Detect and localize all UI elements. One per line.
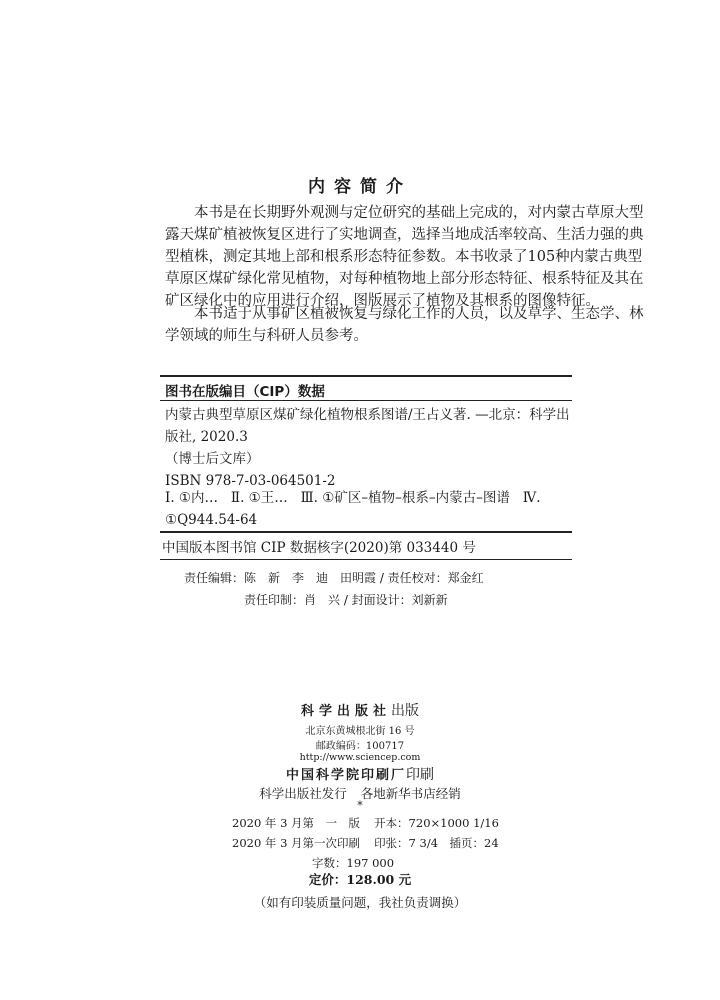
word-count: 字数：197 000 — [312, 856, 395, 870]
cip-heading: 图书在版编目（CIP）数据 — [165, 384, 325, 400]
printer-logo: 中国科学院印刷厂 — [285, 768, 406, 783]
edition: 2020 年 3 月第 一 版 — [232, 816, 361, 830]
credits-editors: 责任编辑：陈 新 李 迪 田明霞 / 责任校对：郑金红 — [184, 571, 484, 585]
summary-paragraph-2 — [165, 303, 644, 347]
summary-line: 学领域的师生与科研人员参考。 — [165, 328, 368, 344]
separator-star: * — [357, 799, 363, 812]
publisher-website: http://www.sciencep.com — [299, 752, 421, 763]
printing-row — [232, 833, 499, 853]
seller: 各地新华书店经销 — [360, 786, 461, 801]
distributor: 科学出版社发行 — [259, 786, 347, 801]
credits — [184, 567, 484, 611]
edition-details — [232, 813, 499, 873]
printer-line — [0, 764, 720, 784]
publisher-logo: 科学出版社 — [300, 704, 391, 719]
cip-number-rule — [160, 559, 572, 560]
summary-line: 本书适于从事矿区植被恢复与绿化工作的人员，以及草学、生态学、林 — [194, 306, 644, 322]
publisher-suffix: 出版 — [391, 703, 419, 719]
publisher-address: 北京东黄城根北街 16 号 — [305, 726, 415, 737]
cip-class-line: ①Q944.54-64 — [165, 512, 258, 528]
cip-line: 内蒙古典型草原区煤矿绿化植物根系图谱/王占义著. —北京：科学出 — [165, 407, 570, 423]
summary-title: 内容简介 — [308, 177, 412, 197]
cip-number: 中国版本图书馆 CIP 数据核字(2020)第 033440 号 — [162, 540, 476, 556]
quality-notice: （如有印装质量问题，我社负责调换） — [253, 895, 467, 910]
summary-line: 本书是在长期野外观测与定位研究的基础上完成的，对内蒙古草原大型 — [194, 205, 644, 221]
price: 定价：128.00 元 — [308, 872, 412, 887]
printer-suffix: 印刷 — [406, 767, 434, 783]
cip-line: ISBN 978-7-03-064501-2 — [165, 473, 336, 489]
cip-line: 版社, 2020.3 — [165, 429, 248, 445]
credits-printing: 责任印制：肖 兴 / 封面设计：刘新新 — [244, 593, 448, 607]
summary-line: 草原区煤矿绿化常见植物，对每种植物地上部分形态特征、根系特征及其在 — [165, 271, 644, 287]
printing: 2020 年 3 月第一次印刷 — [232, 836, 361, 850]
cip-heading-rule — [160, 400, 572, 401]
publisher-line — [0, 700, 720, 720]
publisher-postcode: 邮政编码：100717 — [315, 741, 405, 752]
cip-classification — [165, 487, 540, 531]
cip-top-rule — [160, 375, 572, 377]
edition-row — [232, 813, 499, 833]
cip-bottom-rule — [160, 531, 572, 533]
summary-line: 露天煤矿植被恢复区进行了实地调查，选择当地成活率较高、生活力强的典 — [165, 227, 644, 243]
summary-line: 矿区绿化中的应用进行介绍，图版展示了植物及其根系的图像特征。 — [165, 293, 600, 309]
cip-class-line: Ⅰ. ①内… Ⅱ. ①王… Ⅲ. ①矿区–植物–根系–内蒙古–图谱 Ⅳ. — [165, 490, 541, 506]
summary-paragraph-1 — [165, 202, 644, 312]
sheets: 印张：7 3/4 插页：24 — [374, 836, 499, 850]
cip-line: （博士后文库） — [165, 451, 260, 467]
format: 开本：720×1000 1/16 — [374, 816, 499, 830]
summary-line: 型植株，测定其地上部和根系形态特征参数。本书收录了105种内蒙古典型 — [165, 249, 643, 265]
cip-record — [165, 404, 570, 492]
